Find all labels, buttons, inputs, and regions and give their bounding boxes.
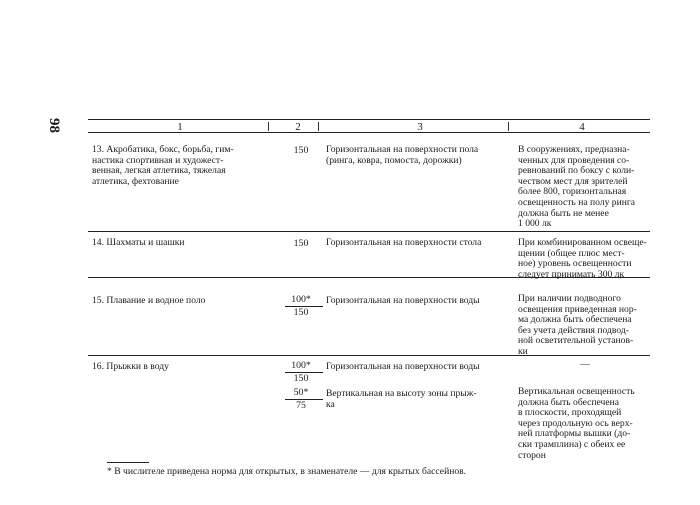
row-14-note: При комбинированном освеще- щении (общее плюс мест- ное) уровень освещенности следует принимать 300 лк bbox=[518, 237, 647, 280]
row-16-lux-denominator: 150 bbox=[293, 373, 309, 384]
header-col-3: 3 bbox=[417, 121, 423, 133]
table-top-rule bbox=[88, 119, 650, 120]
row-16-plane2: Вертикальная на высоту зоны прыж- ка bbox=[326, 388, 477, 410]
row-16-lux2-denominator: 75 bbox=[296, 400, 306, 411]
header-col-2: 2 bbox=[295, 121, 301, 133]
row-16-note: — bbox=[580, 359, 590, 370]
row-16-name: 16. Прыжки в воду bbox=[92, 361, 169, 372]
row-15-name: 15. Плавание и водное поло bbox=[92, 295, 206, 306]
row-16-lux2-numerator: 50* bbox=[293, 387, 309, 398]
row-13-note: В сооружениях, предназна- ченных для проведения со- ревнований по боксу с коли- чеством мест для зрителей более 800, горизонтальная освещенность на полу ринга должна быть не менее 1 000 лк bbox=[518, 144, 636, 230]
row-13-plane: Горизонтальная на поверхности пола (ринга, ковра, помоста, дорожки) bbox=[326, 144, 479, 166]
row-15-rule bbox=[88, 355, 650, 356]
row-14-name: 14. Шахматы и шашки bbox=[92, 237, 185, 248]
row-16-plane: Горизонтальная на поверхности воды bbox=[326, 361, 480, 372]
row-13-rule bbox=[88, 231, 650, 232]
row-15-plane: Горизонтальная на поверхности воды bbox=[326, 295, 480, 306]
header-col-1: 1 bbox=[177, 121, 183, 133]
row-14-rule bbox=[88, 277, 650, 278]
row-14-plane: Горизонтальная на поверхности стола bbox=[326, 237, 482, 248]
row-16-note2: Вертикальная освещенность должна быть обеспечена в плоскости, проходящей через продольную ось верх- ней платформы вышки (до- ски трамплина) с обеих ее сторон bbox=[518, 386, 635, 461]
row-15-lux-numerator: 100* bbox=[291, 294, 311, 305]
header-divider bbox=[268, 122, 269, 131]
footnote: * В числителе приведена норма для открытых, в знаменателе — для крытых бассейнов. bbox=[107, 466, 467, 477]
page-number: 98 bbox=[46, 118, 62, 133]
header-col-4: 4 bbox=[579, 121, 585, 133]
header-divider bbox=[318, 122, 319, 131]
row-13-lux: 150 bbox=[293, 145, 309, 156]
row-16-lux-numerator: 100* bbox=[291, 360, 311, 371]
row-14-lux: 150 bbox=[293, 238, 309, 249]
header-divider bbox=[508, 122, 509, 131]
row-15-note: При наличии подводного освещения приведенная нор- ма должна быть обеспечена без учета действия подвод- ной осветительной установ- ки bbox=[518, 293, 637, 357]
row-13-name: 13. Акробатика, бокс, борьба, гим- настика спортивная и художест- венная, легкая атлетика, тяжелая атлетика, фехтование bbox=[92, 144, 234, 187]
row-15-lux-denominator: 150 bbox=[293, 307, 309, 318]
footnote-rule bbox=[107, 462, 149, 463]
